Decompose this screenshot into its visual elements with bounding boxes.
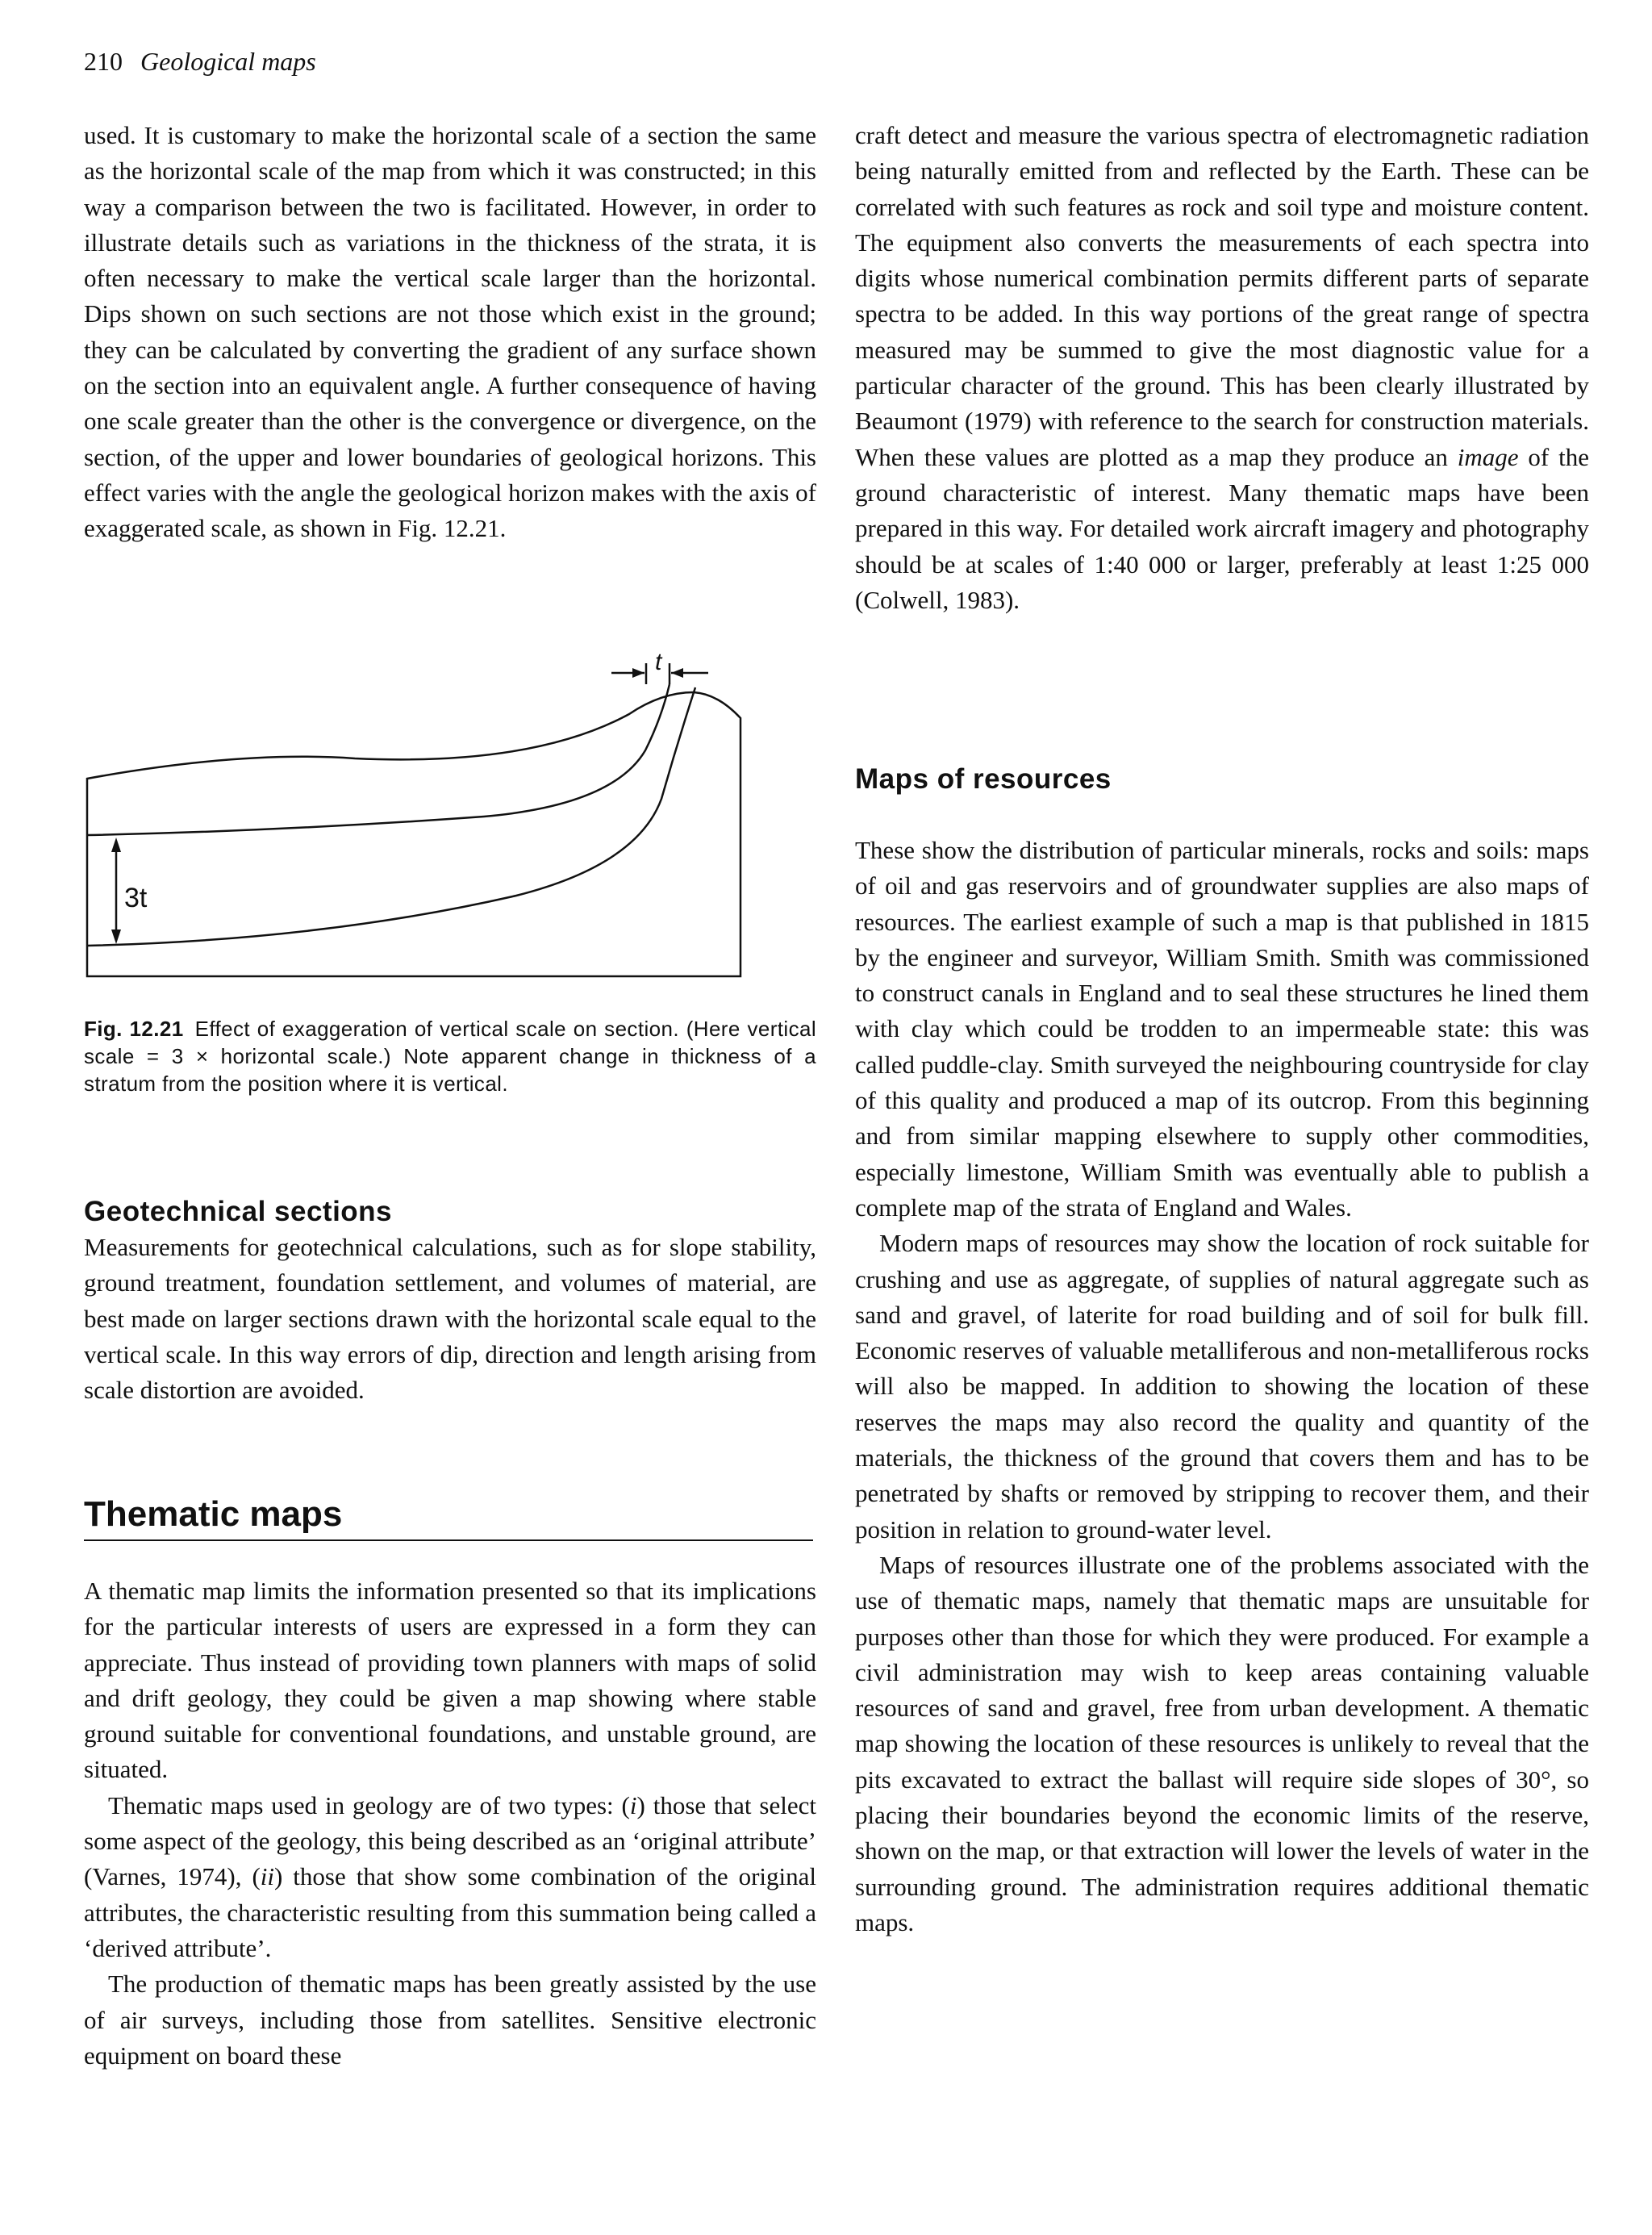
left-intro: [84, 118, 816, 547]
resources-heading: Maps of resources: [855, 763, 1112, 795]
section-outline: [87, 692, 740, 976]
label-3t: 3t: [124, 883, 148, 913]
geotechnical-body: [84, 1230, 816, 1408]
resources-para-3: Maps of resources illustrate one of the problems associated with the use of thematic maps, namely that thematic maps are unsuitable for purposes other than those for which they were produced. For example a civil administration may wish to keep areas containing valuable resources of sand and gravel, free from urban development. A thematic map showing the location of these resources is unlikely to reveal that the pits excavated to extract the ballast will require side slopes of 30°, so placing their boundaries beyond the economic limits of the reserve, shown on the map, or that extraction will lower the levels of water in the surrounding ground. The administration requires additional thematic maps.: [855, 1550, 1589, 1936]
figure-caption: [84, 1015, 816, 1097]
t-arrowhead-right: [671, 668, 683, 678]
t-arrowhead-left: [632, 668, 645, 678]
3t-arrowhead-bottom: [111, 930, 121, 944]
thematic-body: [84, 1573, 816, 2074]
running-head: [84, 47, 316, 77]
geotechnical-heading: Geotechnical sections: [84, 1196, 393, 1227]
figure-label: Fig. 12.21: [84, 1017, 184, 1041]
geotechnical-para: Measurements for geotechnical calculations, such as for slope stability, ground treatment, foundation settlement, and volumes of material, are best made on larger sections drawn with the horizontal scale equal to the vertical scale. In this way errors of dip, direction and length arising from scale distortion are avoided.: [84, 1233, 816, 1405]
running-title: Geological maps: [140, 47, 316, 76]
page-number: 210: [84, 47, 123, 76]
thematic-heading: Thematic maps: [84, 1494, 813, 1541]
thematic-para-2: Thematic maps used in geology are of two types: (i) those that select some aspect of the geology, this being described as an ‘original attribute’ (Varnes, 1974), (ii) those that show some combination of the original attributes, the characteristic resulting from this summation being called a ‘derived attribute’.: [84, 1790, 817, 1962]
right-intro: [855, 118, 1589, 618]
left-para-1: used. It is customary to make the horizontal scale of a section the same as the horizontal scale of the map from which it was constructed; in this way a comparison between the two is facilitated. However, in order to illustrate details such as variations in the thickness of the strata, it is often necessary to make the vertical scale larger than the horizontal. Dips shown on such sections are not those which exist in the ground; they can be calculated by converting the gradient of any surface shown on the section into an equivalent angle. A further consequence of having one scale greater than the other is the convergence or divergence, on the section, of the upper and lower boundaries of geological horizons. This effect varies with the angle the geological horizon makes with the axis of exaggerated scale, as shown in Fig. 12.21.: [84, 121, 816, 543]
figure-12-21: [81, 637, 742, 992]
right-para-1: craft detect and measure the various spectra of electromagnetic radiation being naturally emitted from and reflected by the Earth. These can be correlated with such features as rock and soil type and moisture content. The equipment also converts the measurements of each spectra into digits whose numerical combination permits different parts of separate spectra to be added. In this way portions of the great range of spectra measured may be summed to give the most diagnostic value for a particular character of the ground. This has been clearly illustrated by Beaumont (1979) with reference to the search for construction materials. When these values are plotted as a map they produce an image of the ground characteristic of interest. Many thematic maps have been prepared in this way. For detailed work aircraft imagery and photography should be at scales of 1:40 000 or larger, preferably at least 1:25 000 (Colwell, 1983).: [855, 121, 1589, 614]
resources-para-1: These show the distribution of particular minerals, rocks and soils: maps of oil and gas reservoirs and of groundwater supplies are also maps of resources. The earliest example of such a map is that published in 1815 by the engineer and surveyor, William Smith. Smith was commissioned to construct canals in England and to seal these structures he lined them with clay which could be trodden to an impermeable state: this was called puddle-clay. Smith surveyed the neighbouring countryside for clay of this quality and produced a map of its outcrop. From this beginning and from similar mapping elsewhere to supply other commodities, especially limestone, William Smith was eventually able to publish a complete map of the strata of England and Wales.: [855, 836, 1589, 1222]
resources-para-2: Modern maps of resources may show the location of rock suitable for crushing and use as aggregate, of supplies of natural aggregate such as sand and gravel, of laterite for road building and of soil for bulk fill. Economic reserves of valuable metalliferous and non-metalliferous rocks will also be mapped. In addition to showing the location of these reserves the maps may also record the quality and quantity of the materials, the thickness of the ground that covers them and has to be penetrated by shafts or removed by stripping to recover them, and their position in relation to ground-water level.: [855, 1229, 1589, 1544]
thematic-para-1: A thematic map limits the information presented so that its implications for the particular interests of users are expressed in a form they can appreciate. Thus instead of providing town planners with maps of solid and drift geology, they could be given a map showing where stable ground suitable for conventional foundations, and unstable ground, are situated.: [84, 1577, 816, 1784]
3t-arrowhead-top: [111, 838, 121, 852]
resources-body: [855, 833, 1589, 1940]
figure-caption-text: Effect of exaggeration of vertical scale on section. (Here vertical scale = 3 × horizontal scale.) Note apparent change in thickness of a stratum from the position where it is vertical.: [84, 1017, 816, 1096]
label-t: t: [655, 649, 662, 675]
thematic-para-3: The production of thematic maps has been greatly assisted by the use of air surveys, including those from satellites. Sensitive electronic equipment on board these: [84, 1970, 816, 2070]
